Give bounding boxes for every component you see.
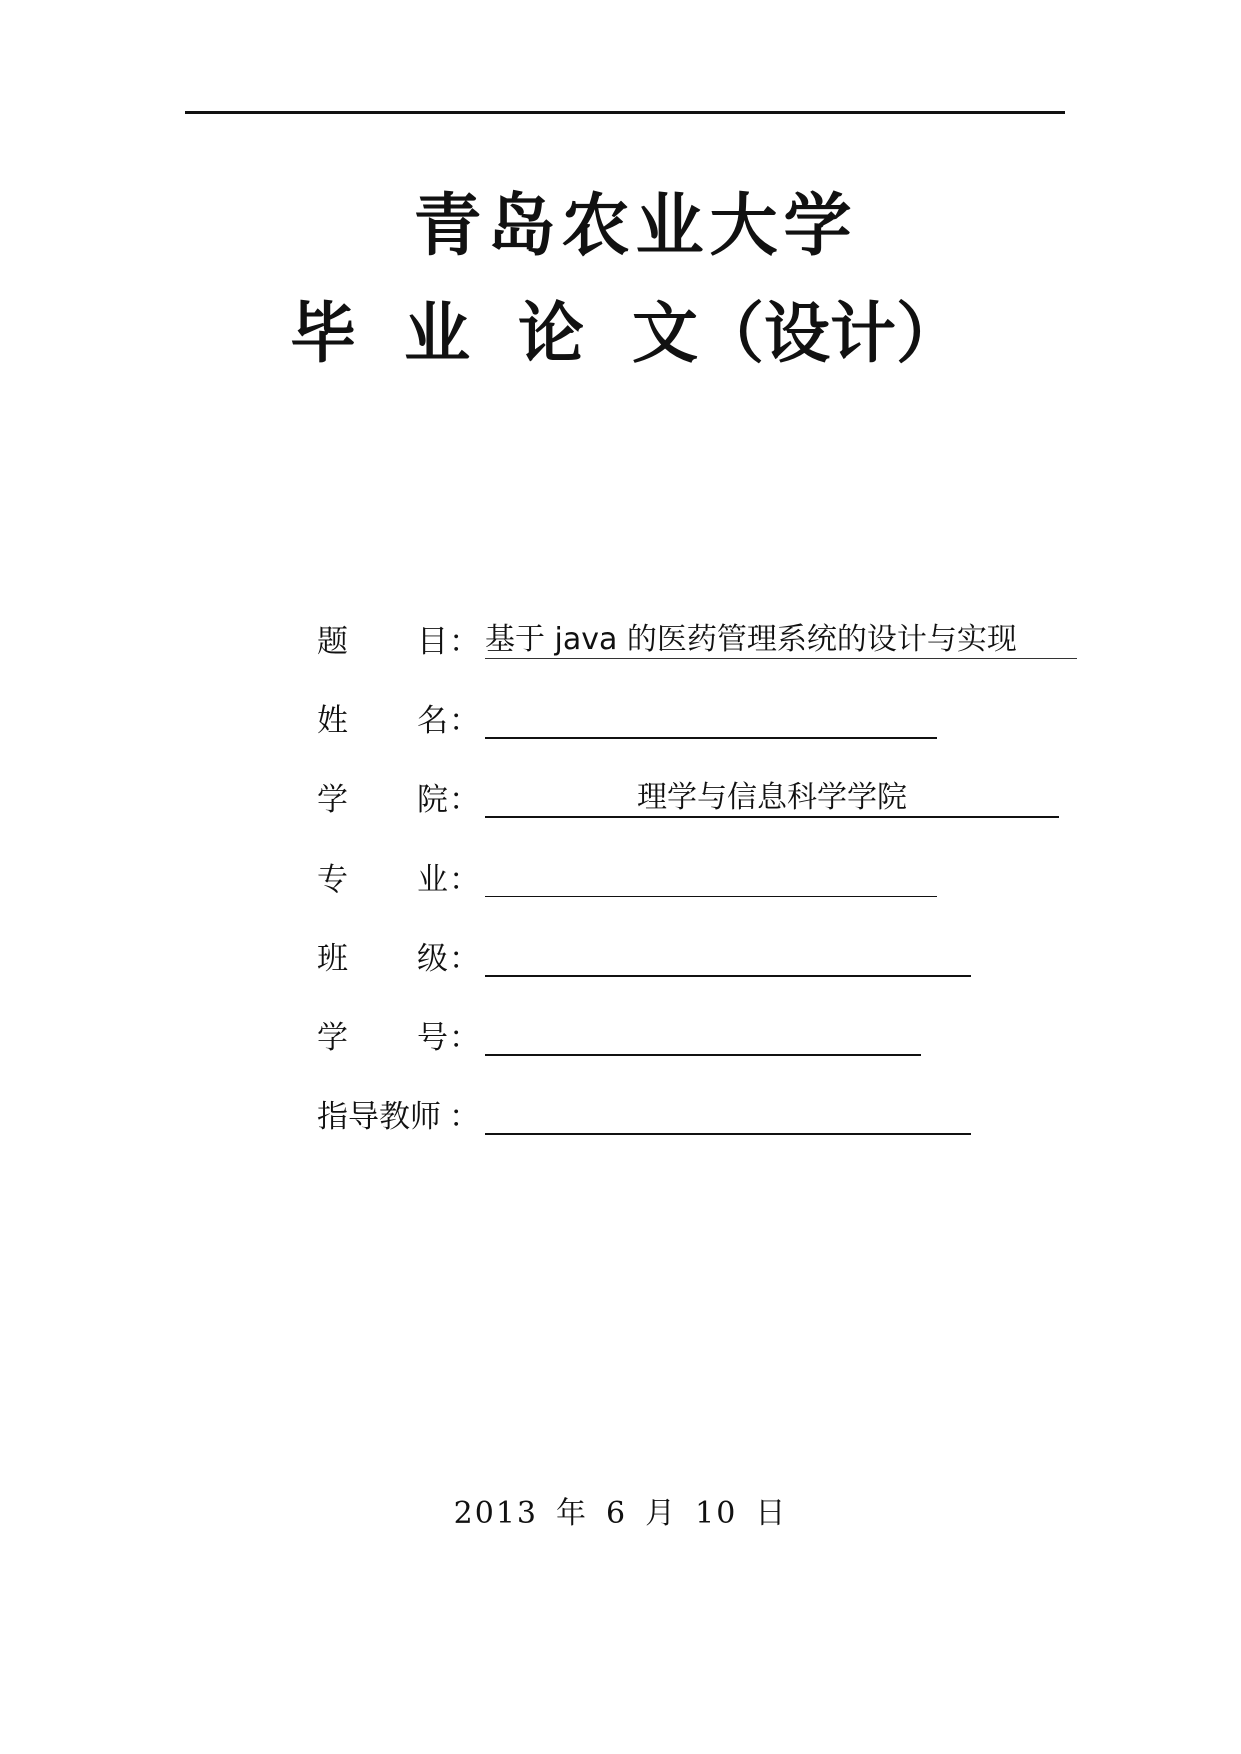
university-name: 青岛农业大学 — [413, 186, 858, 266]
date-year: 2013 — [453, 1496, 539, 1531]
field-college-value: 理学与信息科学学院 — [485, 776, 1059, 818]
field-advisor-value — [485, 1093, 971, 1135]
field-advisor-label: 指导教师 ： — [317, 1099, 480, 1135]
field-class-label: 班 级 ： — [317, 941, 480, 977]
date-month-unit: 月 — [645, 1496, 678, 1531]
title-char-1: 毕 — [290, 294, 356, 372]
field-name-label: 姓 名 ： — [317, 703, 480, 739]
field-class-value — [485, 935, 971, 977]
field-major-value — [485, 856, 937, 897]
field-topic-label: 题 目 ： — [317, 624, 480, 660]
date-day-unit: 日 — [755, 1496, 788, 1531]
field-name-value — [485, 697, 937, 739]
date-year-unit: 年 — [556, 1496, 589, 1531]
date-month: 6 — [606, 1496, 628, 1531]
date-day: 10 — [695, 1496, 738, 1531]
top-rule — [185, 111, 1065, 114]
field-student-id-value — [485, 1014, 921, 1056]
submission-date — [0, 1488, 1241, 1532]
document-type-title — [290, 280, 962, 375]
field-major-label: 专 业 ： — [317, 862, 480, 898]
title-char-3: 论 — [518, 294, 584, 372]
title-char-4: 文（设计） — [632, 294, 962, 372]
field-topic-value: 基于 java 的医药管理系统的设计与实现 — [485, 618, 1077, 659]
title-char-2: 业 — [404, 294, 470, 372]
field-college-label: 学 院 ： — [317, 782, 480, 818]
field-student-id-label: 学 号 ： — [317, 1020, 480, 1056]
